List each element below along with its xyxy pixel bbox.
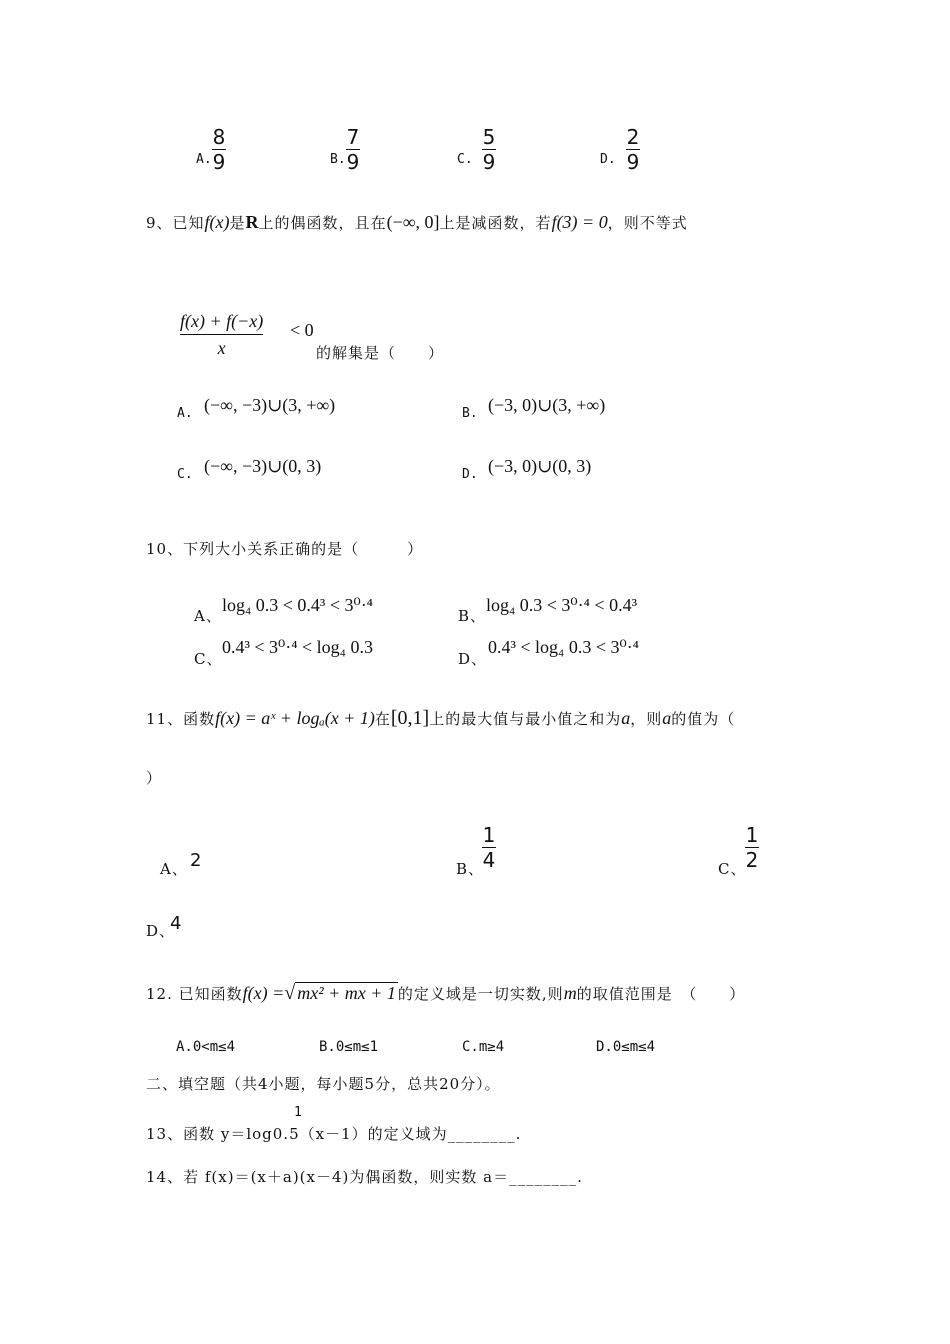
- q11-option-b-den: 4: [482, 848, 496, 872]
- q10-option-c-label: C、: [194, 650, 223, 668]
- q9-text-2: 上的偶函数，且在: [258, 214, 387, 232]
- q11-option-c-num: 1: [745, 823, 759, 847]
- q10-option-b-label: B、: [458, 607, 487, 625]
- q8-option-a-fraction: [212, 126, 226, 173]
- q8-option-c-fraction: [482, 126, 496, 173]
- q11-stem: [146, 707, 735, 730]
- q10-option-d-math: 0.4³ < log₄ 0.3 < 3⁰·⁴: [488, 637, 639, 657]
- q10-option-b-math: log₄ 0.3 < 3⁰·⁴ < 0.4³: [486, 595, 637, 615]
- q11-option-a-label: A、: [160, 860, 188, 878]
- q11-option-b-label: B、: [456, 860, 485, 878]
- q12-number: 12. 已知函数: [146, 985, 243, 1003]
- q10-option-c-math: 0.4³ < 3⁰·⁴ < log₄ 0.3: [222, 637, 373, 657]
- q9-ineq-relation: < 0: [290, 320, 314, 340]
- q9-interval: (−∞, 0]: [386, 212, 440, 232]
- q8-option-b-num: 7: [346, 125, 360, 149]
- q8-option-c-num: 5: [482, 125, 496, 149]
- q12-stem: [146, 982, 745, 1005]
- q11-option-d-label: D、: [146, 922, 176, 940]
- q9-option-b-label: B.: [462, 406, 478, 421]
- q8-option-d-fraction: [626, 126, 640, 173]
- q8-option-a-label: A.: [196, 152, 212, 167]
- q12-radical-sign: √: [284, 982, 296, 1004]
- q13-superscript: 1: [294, 1105, 302, 1120]
- q10-option-a-math: log₄ 0.3 < 0.4³ < 3⁰·⁴: [222, 595, 373, 615]
- q9-option-c-math: (−∞, −3)∪(0, 3): [204, 456, 322, 476]
- q9-option-d-math: (−3, 0)∪(0, 3): [488, 456, 592, 476]
- q9-option-a-math: (−∞, −3)∪(3, +∞): [204, 395, 336, 415]
- q12-m: m: [563, 983, 577, 1003]
- q12-function-lhs: f(x) =: [242, 983, 285, 1003]
- q9-fx: f(x): [204, 212, 230, 232]
- q9-text-4: ，则不等式: [607, 214, 688, 232]
- q9-option-b-math: (−3, 0)∪(3, +∞): [488, 395, 606, 415]
- q13-text: 13、函数 y＝log0.5（x－1）的定义域为________.: [146, 1125, 522, 1143]
- q9-ineq-numerator: f(x) + f(−x): [180, 311, 264, 331]
- q8-option-a-den: 9: [212, 150, 226, 174]
- q9-real-set: R: [245, 212, 259, 232]
- q12-text-1: 的定义域是一切实数,则: [397, 985, 564, 1003]
- q11-text-3: ，则: [630, 710, 663, 728]
- q9-option-a-label: A.: [177, 406, 193, 421]
- q11-option-c-den: 2: [745, 848, 759, 872]
- q8-option-b-den: 9: [346, 150, 360, 174]
- q11-a-1: a: [621, 708, 631, 728]
- q9-option-d-label: D.: [462, 467, 478, 482]
- q11-option-a-value: 2: [190, 850, 202, 871]
- q11-option-c-fraction: [745, 824, 759, 871]
- q11-interval: [0,1]: [390, 707, 430, 729]
- q12-text-2: 的取值范围是 （ ）: [576, 985, 746, 1003]
- q10-option-d-label: D、: [458, 650, 488, 668]
- q9-text-3: 上是减函数，若: [439, 214, 552, 232]
- q8-option-b-fraction: [346, 126, 360, 173]
- q9-number: 9、已知: [146, 214, 205, 232]
- q10-option-a-label: A、: [194, 607, 222, 625]
- q11-text-2: 上的最大值与最小值之和为: [429, 710, 622, 728]
- q9-stem: [146, 212, 688, 233]
- q10-stem: 10、下列大小关系正确的是（ ）: [146, 540, 424, 558]
- q14-text: 14、若 f(x)＝(x＋a)(x－4)为偶函数，则实数 a＝________.: [146, 1168, 583, 1186]
- q8-option-d-num: 2: [626, 125, 640, 149]
- q12-option-d: D.0≤m≤4: [596, 1039, 656, 1055]
- q12-radicand: mx² + mx + 1: [297, 983, 396, 1003]
- q11-number: 11、函数: [146, 710, 216, 728]
- q9-inequality-fraction: [180, 310, 263, 359]
- q9-tail: 的解集是（ ）: [316, 344, 445, 362]
- q9-option-c-label: C.: [177, 467, 193, 482]
- q9-condition: f(3) = 0: [551, 212, 608, 232]
- section-2-title: 二、填空题（共4小题，每小题5分，总共20分）。: [146, 1075, 501, 1093]
- q12-option-a: A.0<m≤4: [176, 1039, 236, 1055]
- q11-option-c-label: C、: [718, 860, 747, 878]
- q11-text-1: 在: [374, 710, 391, 728]
- q8-option-a-num: 8: [212, 125, 226, 149]
- q9-text-1: 是: [229, 214, 246, 232]
- q12-option-c: C.m≥4: [462, 1039, 505, 1055]
- q11-option-d-value: 4: [170, 913, 182, 934]
- q8-option-b-label: B.: [330, 152, 346, 167]
- q8-option-d-den: 9: [626, 150, 640, 174]
- q11-close-paren: ）: [146, 769, 163, 787]
- q11-a-2: a: [662, 708, 672, 728]
- q11-option-b-num: 1: [482, 823, 496, 847]
- q11-option-b-fraction: [482, 824, 496, 871]
- q11-function: f(x) = aˣ + logₐ(x + 1): [215, 708, 375, 728]
- q9-ineq-denominator: x: [217, 338, 226, 358]
- q11-text-4: 的值为（: [671, 710, 736, 728]
- q12-option-b: B.0≤m≤1: [319, 1039, 379, 1055]
- q8-option-c-den: 9: [482, 150, 496, 174]
- q8-option-d-label: D.: [600, 152, 616, 167]
- q8-option-c-label: C.: [457, 152, 473, 167]
